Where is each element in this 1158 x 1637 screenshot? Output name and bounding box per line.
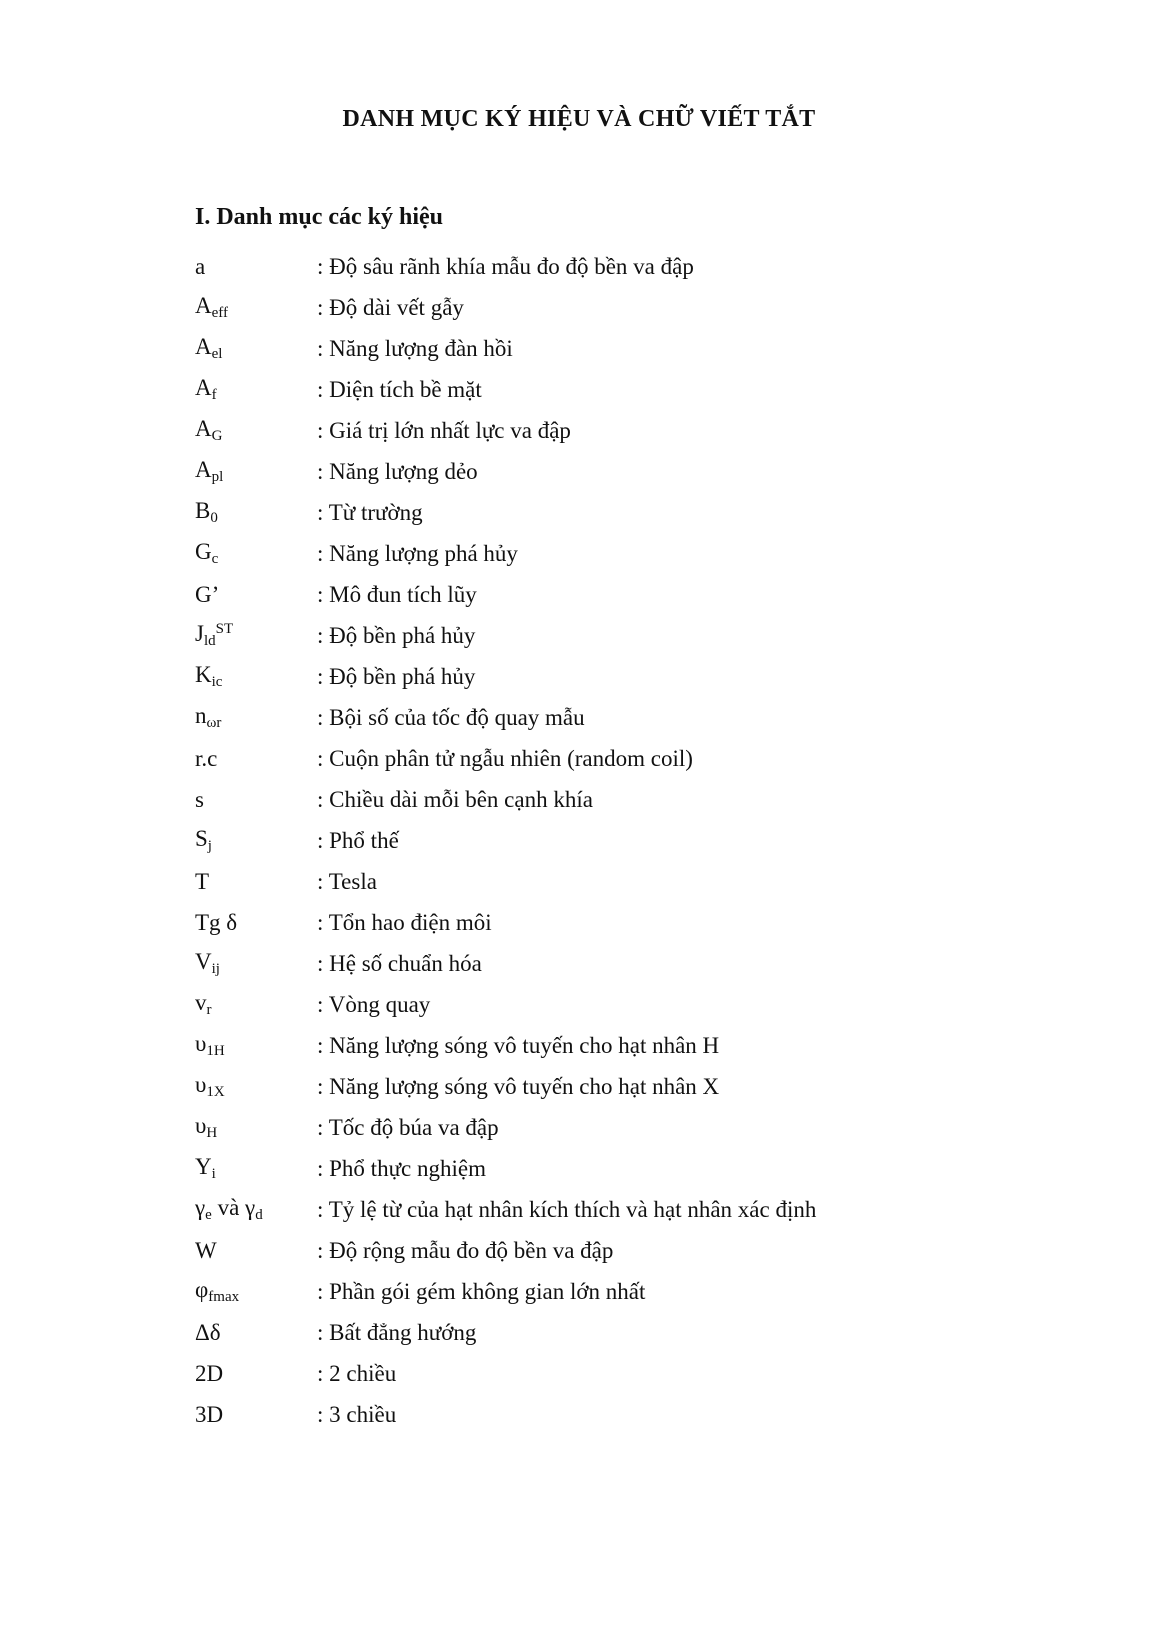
symbol-row bbox=[195, 287, 1095, 328]
symbol-description: : Tốc độ búa va đập bbox=[317, 1114, 499, 1140]
symbol-description: : 2 chiều bbox=[317, 1360, 397, 1386]
symbol: $J_{ld}^{ST}$ bbox=[195, 621, 234, 649]
symbol: $n_{\omega r}$ bbox=[195, 703, 222, 731]
symbol-description: : Diện tích bề mặt bbox=[317, 376, 482, 402]
symbol: $Y_i$ bbox=[195, 1154, 216, 1182]
symbol-description: : Mô đun tích lũy bbox=[317, 581, 477, 607]
symbol-row bbox=[195, 1353, 1095, 1394]
symbol-description: : Độ rộng mẫu đo độ bền va đập bbox=[317, 1237, 614, 1263]
symbol-description: : Bất đẳng hướng bbox=[317, 1319, 477, 1345]
symbol-row bbox=[195, 902, 1095, 943]
symbol-row bbox=[195, 574, 1095, 615]
symbol-row bbox=[195, 533, 1095, 574]
symbol: $B_0$ bbox=[195, 498, 218, 526]
symbol-description: : 3 chiều bbox=[317, 1401, 397, 1427]
symbol: Δδ bbox=[195, 1319, 221, 1345]
page-title: DANH MỤC KÝ HIỆU VÀ CHỮ VIẾT TẮT bbox=[342, 106, 816, 132]
symbol-row bbox=[195, 410, 1095, 451]
symbol-description: : Độ bền phá hủy bbox=[317, 663, 476, 689]
symbol-row bbox=[195, 1025, 1095, 1066]
symbol-description: : Độ dài vết gẫy bbox=[317, 294, 464, 320]
section-heading: I. Danh mục các ký hiệu bbox=[195, 204, 444, 230]
symbol: $K_{ic}$ bbox=[195, 662, 223, 690]
symbol-row bbox=[195, 861, 1095, 902]
symbol-description: : Năng lượng sóng vô tuyến cho hạt nhân H bbox=[317, 1032, 720, 1058]
symbol: $\gamma_e$ và $\gamma_d$ bbox=[195, 1195, 263, 1223]
symbol: 3D bbox=[195, 1401, 224, 1427]
symbol-description: : Tỷ lệ từ của hạt nhân kích thích và hạt nhân xác định bbox=[317, 1196, 817, 1222]
symbol: $S_j$ bbox=[195, 826, 212, 854]
symbol: 2D bbox=[195, 1360, 224, 1386]
symbol: $G_c$ bbox=[195, 539, 219, 567]
symbol-list bbox=[195, 246, 1095, 1435]
symbol-description: : Chiều dài mỗi bên cạnh khía bbox=[317, 786, 593, 812]
symbol-row bbox=[195, 1312, 1095, 1353]
symbol-description: : Phần gói gém không gian lớn nhất bbox=[317, 1278, 646, 1304]
symbol-row bbox=[195, 369, 1095, 410]
symbol-description: : Bội số của tốc độ quay mẫu bbox=[317, 704, 585, 730]
symbol-description: : Độ bền phá hủy bbox=[317, 622, 476, 648]
symbol-row bbox=[195, 328, 1095, 369]
symbol: $v_r$ bbox=[195, 990, 212, 1018]
symbol-description: : Hệ số chuẩn hóa bbox=[317, 950, 482, 976]
symbol-description: : Cuộn phân tử ngẫu nhiên (random coil) bbox=[317, 745, 693, 771]
symbol-description: : Năng lượng sóng vô tuyến cho hạt nhân X bbox=[317, 1073, 720, 1099]
symbol-description: : Vòng quay bbox=[317, 991, 431, 1017]
symbol-description: : Tổn hao điện môi bbox=[317, 909, 492, 935]
symbol-description: : Năng lượng dẻo bbox=[317, 458, 478, 484]
symbol: $A_{pl}$ bbox=[195, 457, 224, 485]
symbol: $A_{eff}$ bbox=[195, 293, 229, 321]
symbol-row bbox=[195, 1230, 1095, 1271]
symbol-row bbox=[195, 656, 1095, 697]
symbol: G’ bbox=[195, 581, 220, 607]
symbol: $\upsilon_{1H}$ bbox=[195, 1031, 225, 1059]
symbol-description: : Từ trường bbox=[317, 499, 423, 525]
symbol-description: : Năng lượng phá hủy bbox=[317, 540, 518, 566]
symbol-description: : Độ sâu rãnh khía mẫu đo độ bền va đập bbox=[317, 253, 694, 279]
symbol: $A_{el}$ bbox=[195, 334, 223, 362]
symbol-row bbox=[195, 615, 1095, 656]
symbol: $\upsilon_H$ bbox=[195, 1113, 218, 1141]
symbol-description: : Giá trị lớn nhất lực va đập bbox=[317, 417, 571, 443]
symbol-row bbox=[195, 738, 1095, 779]
symbol: a bbox=[195, 253, 206, 279]
symbol-row bbox=[195, 492, 1095, 533]
symbol-row bbox=[195, 1066, 1095, 1107]
symbol-row bbox=[195, 820, 1095, 861]
symbol: $\upsilon_{1X}$ bbox=[195, 1072, 225, 1100]
symbol: T bbox=[195, 868, 210, 894]
symbol-row bbox=[195, 1394, 1095, 1435]
symbol-row bbox=[195, 984, 1095, 1025]
symbol-row bbox=[195, 943, 1095, 984]
symbol-description: : Phổ thực nghiệm bbox=[317, 1155, 486, 1181]
symbol-row bbox=[195, 246, 1095, 287]
symbol-row bbox=[195, 1107, 1095, 1148]
symbol: W bbox=[195, 1237, 217, 1263]
symbol: $V_{ij}$ bbox=[195, 949, 220, 977]
symbol: $A_f$ bbox=[195, 375, 217, 403]
symbol-description: : Phổ thế bbox=[317, 827, 399, 853]
symbol-row bbox=[195, 1189, 1095, 1230]
symbol: r.c bbox=[195, 745, 218, 771]
symbol-row bbox=[195, 697, 1095, 738]
symbol-row bbox=[195, 779, 1095, 820]
symbol: s bbox=[195, 786, 204, 812]
symbol-description: : Tesla bbox=[317, 868, 377, 894]
symbol: Tg δ bbox=[195, 909, 238, 935]
symbol-row bbox=[195, 1148, 1095, 1189]
symbol-row bbox=[195, 1271, 1095, 1312]
symbol-description: : Năng lượng đàn hồi bbox=[317, 335, 513, 361]
symbol-row bbox=[195, 451, 1095, 492]
symbol: $\varphi_{fmax}$ bbox=[195, 1277, 240, 1305]
symbol: $A_G$ bbox=[195, 416, 223, 444]
